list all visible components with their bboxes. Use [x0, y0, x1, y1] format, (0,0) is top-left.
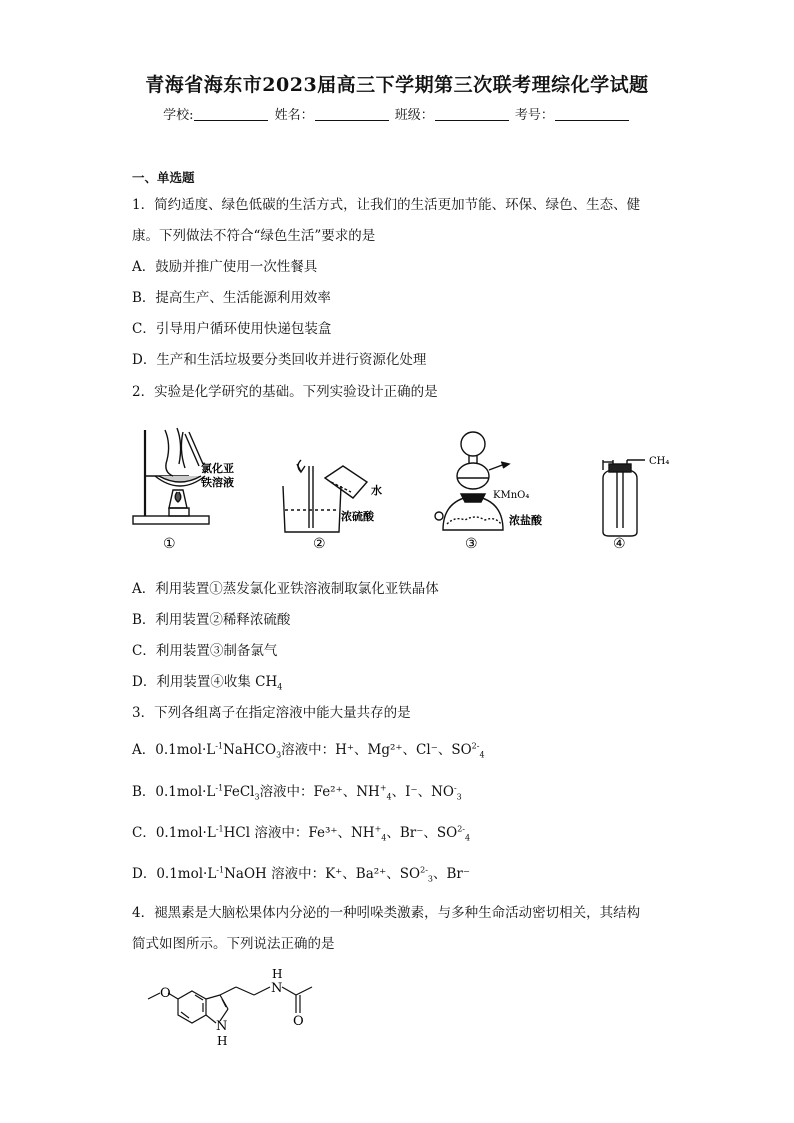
- label-ferrous-chloride-1: 氯化亚: [201, 462, 234, 475]
- q2-option-c: C．利用装置③制备氯气: [132, 643, 278, 659]
- label-ferrous-chloride-2: 铁溶液: [201, 476, 234, 489]
- melatonin-structure: [140, 965, 340, 1050]
- q1-option-c: C．引导用户循环使用快递包装盒: [132, 321, 332, 337]
- apparatus-4-gas-collection: [603, 460, 645, 536]
- apparatus-3-chlorine-generator: [435, 432, 509, 530]
- label-apparatus-2: ②: [313, 536, 326, 552]
- school-label: 学校:: [163, 108, 194, 123]
- exam-number-blank[interactable]: [555, 106, 629, 121]
- q1-option-b: B．提高生产、生活能源利用效率: [132, 290, 331, 306]
- name-blank[interactable]: [315, 106, 389, 121]
- q3-option-a: A．$0.1mol\cdot L^{-1}NaHCO_3$溶液中：H⁺、Mg²⁺、Cl⁻、$SO^{2-}_4$: [132, 741, 485, 760]
- q1-option-d: D．生产和生活垃圾要分类回收并进行资源化处理: [132, 352, 427, 368]
- label-ch4: CH₄: [649, 456, 670, 467]
- q3-option-d: D．$0.1mol\cdot L^{-1}NaOH$ 溶液中：K⁺、Ba²⁺、$SO^{2-}_3$、Br⁻: [132, 865, 471, 884]
- q2-option-b: B．利用装置②稀释浓硫酸: [132, 612, 291, 628]
- q1-stem-line2: 康。下列做法不符合“绿色生活”要求的是: [132, 228, 376, 244]
- q4-stem-line1: 4．褪黑素是大脑松果体内分泌的一种吲哚类激素，与多种生命活动密切相关，其结构: [132, 905, 641, 921]
- apparatus-1-evaporation: [133, 428, 209, 524]
- label-kmno4: KMnO₄: [493, 490, 530, 501]
- student-info-line: [0, 104, 794, 123]
- name-label: 姓名：: [274, 108, 314, 123]
- q2-option-d: D．利用装置④收集 $CH_4$: [132, 674, 283, 692]
- label-conc-sulfuric-acid: 浓硫酸: [341, 510, 374, 523]
- exam-number-label: 考号：: [514, 108, 554, 123]
- q3-option-c: C．$0.1mol\cdot L^{-1}HCl$ 溶液中：Fe³⁺、$NH^+_4$、Br⁻、$SO^{2-}_4$: [132, 824, 471, 843]
- school-blank[interactable]: [194, 106, 268, 121]
- q2-apparatus-figure: [125, 420, 685, 555]
- q3-option-b: B．$0.1mol\cdot L^{-1}FeCl_3$溶液中：Fe²⁺、$NH^+_4$、I⁻、$NO^-_3$: [132, 783, 462, 802]
- label-apparatus-1: ①: [163, 536, 176, 552]
- label-water: 水: [371, 484, 382, 497]
- atom-h-ring: H: [217, 1034, 228, 1048]
- class-blank[interactable]: [435, 106, 509, 121]
- section-heading: 一、单选题: [132, 170, 195, 185]
- q3-stem: 3．下列各组离子在指定溶液中能大量共存的是: [132, 705, 411, 721]
- label-apparatus-4: ④: [613, 536, 626, 552]
- label-conc-hcl: 浓盐酸: [509, 514, 542, 527]
- q4-stem-line2: 简式如图所示。下列说法正确的是: [132, 936, 335, 952]
- atom-n-ring: N: [216, 1019, 228, 1034]
- label-apparatus-3: ③: [465, 536, 478, 552]
- atom-o-methoxy: O: [160, 986, 171, 1001]
- q2-option-a: A．利用装置①蒸发氯化亚铁溶液制取氯化亚铁晶体: [132, 581, 439, 597]
- atom-o-carbonyl: O: [293, 1014, 304, 1029]
- class-label: 班级：: [394, 108, 434, 123]
- q1-stem-line1: 1．简约适度、绿色低碳的生活方式，让我们的生活更加节能、环保、绿色、生态、健: [132, 197, 641, 213]
- q1-option-a: A．鼓励并推广使用一次性餐具: [132, 259, 318, 275]
- atom-h-amide: H: [272, 967, 283, 981]
- atom-n-amide: N: [271, 981, 283, 996]
- page-title: 青海省海东市2023届高三下学期第三次联考理综化学试题: [145, 74, 649, 96]
- q2-stem: 2．实验是化学研究的基础。下列实验设计正确的是: [132, 384, 438, 400]
